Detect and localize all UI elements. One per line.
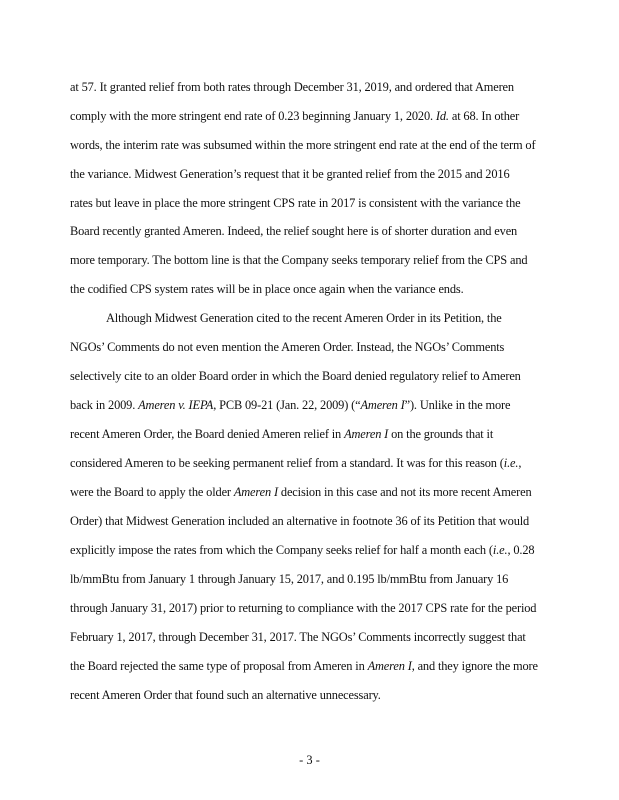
text-segment: ”). Unlike in the more <box>404 398 511 412</box>
paragraph-line <box>70 108 550 124</box>
case-short-name: Ameren I <box>233 485 278 499</box>
text-segment: , PCB 09-21 (Jan. 22, 2009) (“ <box>213 398 361 412</box>
paragraph-line <box>70 397 550 413</box>
paragraph-line <box>70 542 550 558</box>
text-segment: comply with the more stringent end rate of 0.23 beginning January 1, 2020. <box>70 109 433 123</box>
paragraph-line <box>70 455 550 471</box>
text-segment: considered Ameren to be seeking permanent relief from a standard. It was for this reason ( <box>70 456 504 470</box>
text-segment: , 0.28 <box>507 543 535 557</box>
text-segment: on the grounds that it <box>388 427 494 441</box>
paragraph-line <box>70 484 550 500</box>
ie-abbrev: i.e. <box>492 543 508 557</box>
paragraph-line: Board recently granted Ameren. Indeed, the relief sought here is of shorter duration and even <box>70 224 518 238</box>
citation-id: Id. <box>435 109 449 123</box>
paragraph-line <box>70 658 550 674</box>
text-segment: at 68. <box>448 109 482 123</box>
paragraph-line: at 57. It granted relief from both rates through December 31, 2019, and ordered that Ameren <box>70 80 514 94</box>
paragraph-line: the codified CPS system rates will be in place once again when the variance ends. <box>70 282 464 296</box>
page-number: - 3 - <box>299 753 320 767</box>
paragraph-line: Order) that Midwest Generation included an alternative in footnote 36 of its Petition that would <box>70 514 530 528</box>
paragraph-line: lb/mmBtu from January 1 through January 15, 2017, and 0.195 lb/mmBtu from January 16 <box>70 572 509 586</box>
text-segment: were the Board to apply the older <box>70 485 234 499</box>
text-segment: recent Ameren Order, the Board denied Ameren relief in <box>70 427 345 441</box>
ie-abbrev: i.e. <box>503 456 519 470</box>
paragraph-line: rates but leave in place the more stringent CPS rate in 2017 is consistent with the variance the <box>70 196 521 210</box>
paragraph-line: NGOs’ Comments do not even mention the Ameren Order. Instead, the NGOs’ Comments <box>70 340 505 354</box>
paragraph-line: February 1, 2017, through December 31, 2017. The NGOs’ Comments incorrectly suggest that <box>70 630 526 644</box>
paragraph-line: selectively cite to an older Board order in which the Board denied regulatory relief to Ameren <box>70 369 521 383</box>
text-segment: explicitly impose the rates from which the Company seeks relief for half a month each ( <box>70 543 493 557</box>
paragraph-line: Although Midwest Generation cited to the recent Ameren Order in its Petition, the <box>106 311 502 325</box>
case-short-name: Ameren I <box>344 427 389 441</box>
paragraph-line: through January 31, 2017) prior to returning to compliance with the 2017 CPS rate for the period <box>70 601 537 615</box>
case-short-name: Ameren I <box>360 398 405 412</box>
text-segment: , and they ignore the more <box>411 659 538 673</box>
paragraph-line <box>70 426 550 442</box>
paragraph-line: the variance. Midwest Generation’s request that it be granted relief from the 2015 and 2016 <box>70 167 510 181</box>
text-segment: the Board rejected the same type of proposal from Ameren in <box>70 659 368 673</box>
text-segment: back in 2009. <box>70 398 136 412</box>
case-name: Ameren v. IEPA <box>138 398 214 412</box>
paragraph-line: words, the interim rate was subsumed within the more stringent end rate at the end of the term of <box>70 138 536 152</box>
text-segment: , <box>518 456 522 470</box>
text-segment: decision in this case and not its more recent Ameren <box>277 485 532 499</box>
paragraph-line: recent Ameren Order that found such an alternative unnecessary. <box>70 688 381 702</box>
paragraph-line: more temporary. The bottom line is that the Company seeks temporary relief from the CPS and <box>70 253 528 267</box>
case-short-name: Ameren I <box>367 659 412 673</box>
text-segment: In other <box>481 109 520 123</box>
